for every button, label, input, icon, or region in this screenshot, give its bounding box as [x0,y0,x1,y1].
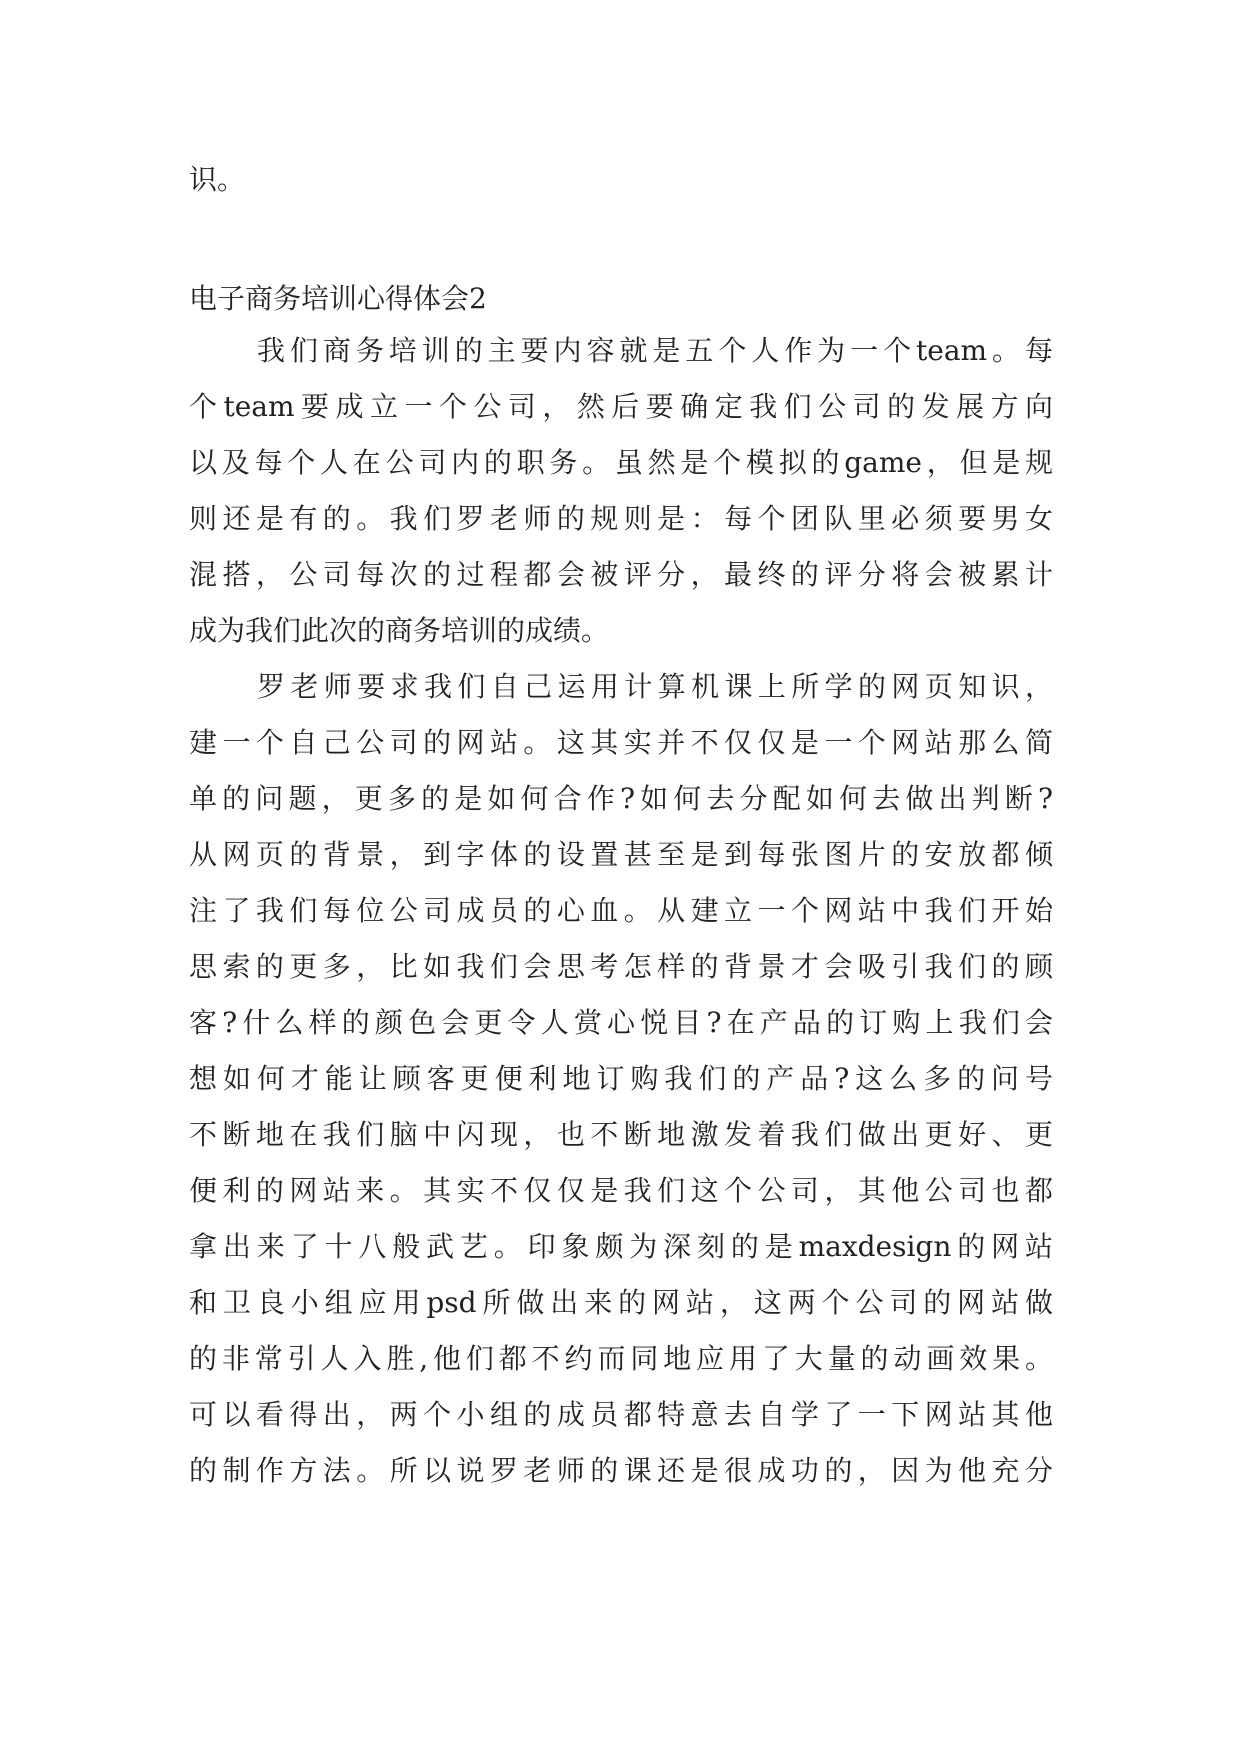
paragraph-line: 可以看得出，两个小组的成员都特意去自学了一下网站其他 [189,1398,1053,1431]
paragraph-line: 的制作方法。所以说罗老师的课还是很成功的，因为他充分 [189,1454,1053,1487]
paragraph-line: 建一个自己公司的网站。这其实并不仅仅是一个网站那么简 [189,726,1053,759]
paragraph-line: 便利的网站来。其实不仅仅是我们这个公司，其他公司也都 [189,1174,1053,1207]
paragraph-line: 则还是有的。我们罗老师的规则是：每个团队里必须要男女 [189,502,1053,535]
paragraph-line: 罗老师要求我们自己运用计算机课上所学的网页知识， [257,670,1053,703]
paragraph-line: 我们商务培训的主要内容就是五个人作为一个team。每 [257,334,1053,367]
paragraph-line: 成为我们此次的商务培训的成绩。 [189,614,610,647]
continuation-line: 识。 [189,163,246,196]
paragraph-line: 思索的更多，比如我们会思考怎样的背景才会吸引我们的顾 [189,950,1053,983]
paragraph-line: 的非常引人入胜,他们都不约而同地应用了大量的动画效果。 [189,1342,1053,1375]
paragraph-line: 注了我们每位公司成员的心血。从建立一个网站中我们开始 [189,894,1053,927]
paragraph-line: 以及每个人在公司内的职务。虽然是个模拟的game，但是规 [189,446,1053,479]
paragraph-line: 混搭，公司每次的过程都会被评分，最终的评分将会被累计 [189,558,1053,591]
section-heading: 电子商务培训心得体会2 [189,282,487,315]
paragraph-line: 从网页的背景，到字体的设置甚至是到每张图片的安放都倾 [189,838,1053,871]
paragraph-line: 想如何才能让顾客更便利地订购我们的产品?这么多的问号 [189,1062,1053,1095]
paragraph-line: 拿出来了十八般武艺。印象颇为深刻的是maxdesign的网站 [189,1230,1053,1263]
paragraph-line: 个team要成立一个公司，然后要确定我们公司的发展方向 [189,390,1053,423]
paragraph-line: 不断地在我们脑中闪现，也不断地激发着我们做出更好、更 [189,1118,1053,1151]
paragraph-line: 单的问题，更多的是如何合作?如何去分配如何去做出判断? [189,782,1053,815]
paragraph-line: 和卫良小组应用psd所做出来的网站，这两个公司的网站做 [189,1286,1053,1319]
paragraph-line: 客?什么样的颜色会更令人赏心悦目?在产品的订购上我们会 [189,1006,1053,1039]
